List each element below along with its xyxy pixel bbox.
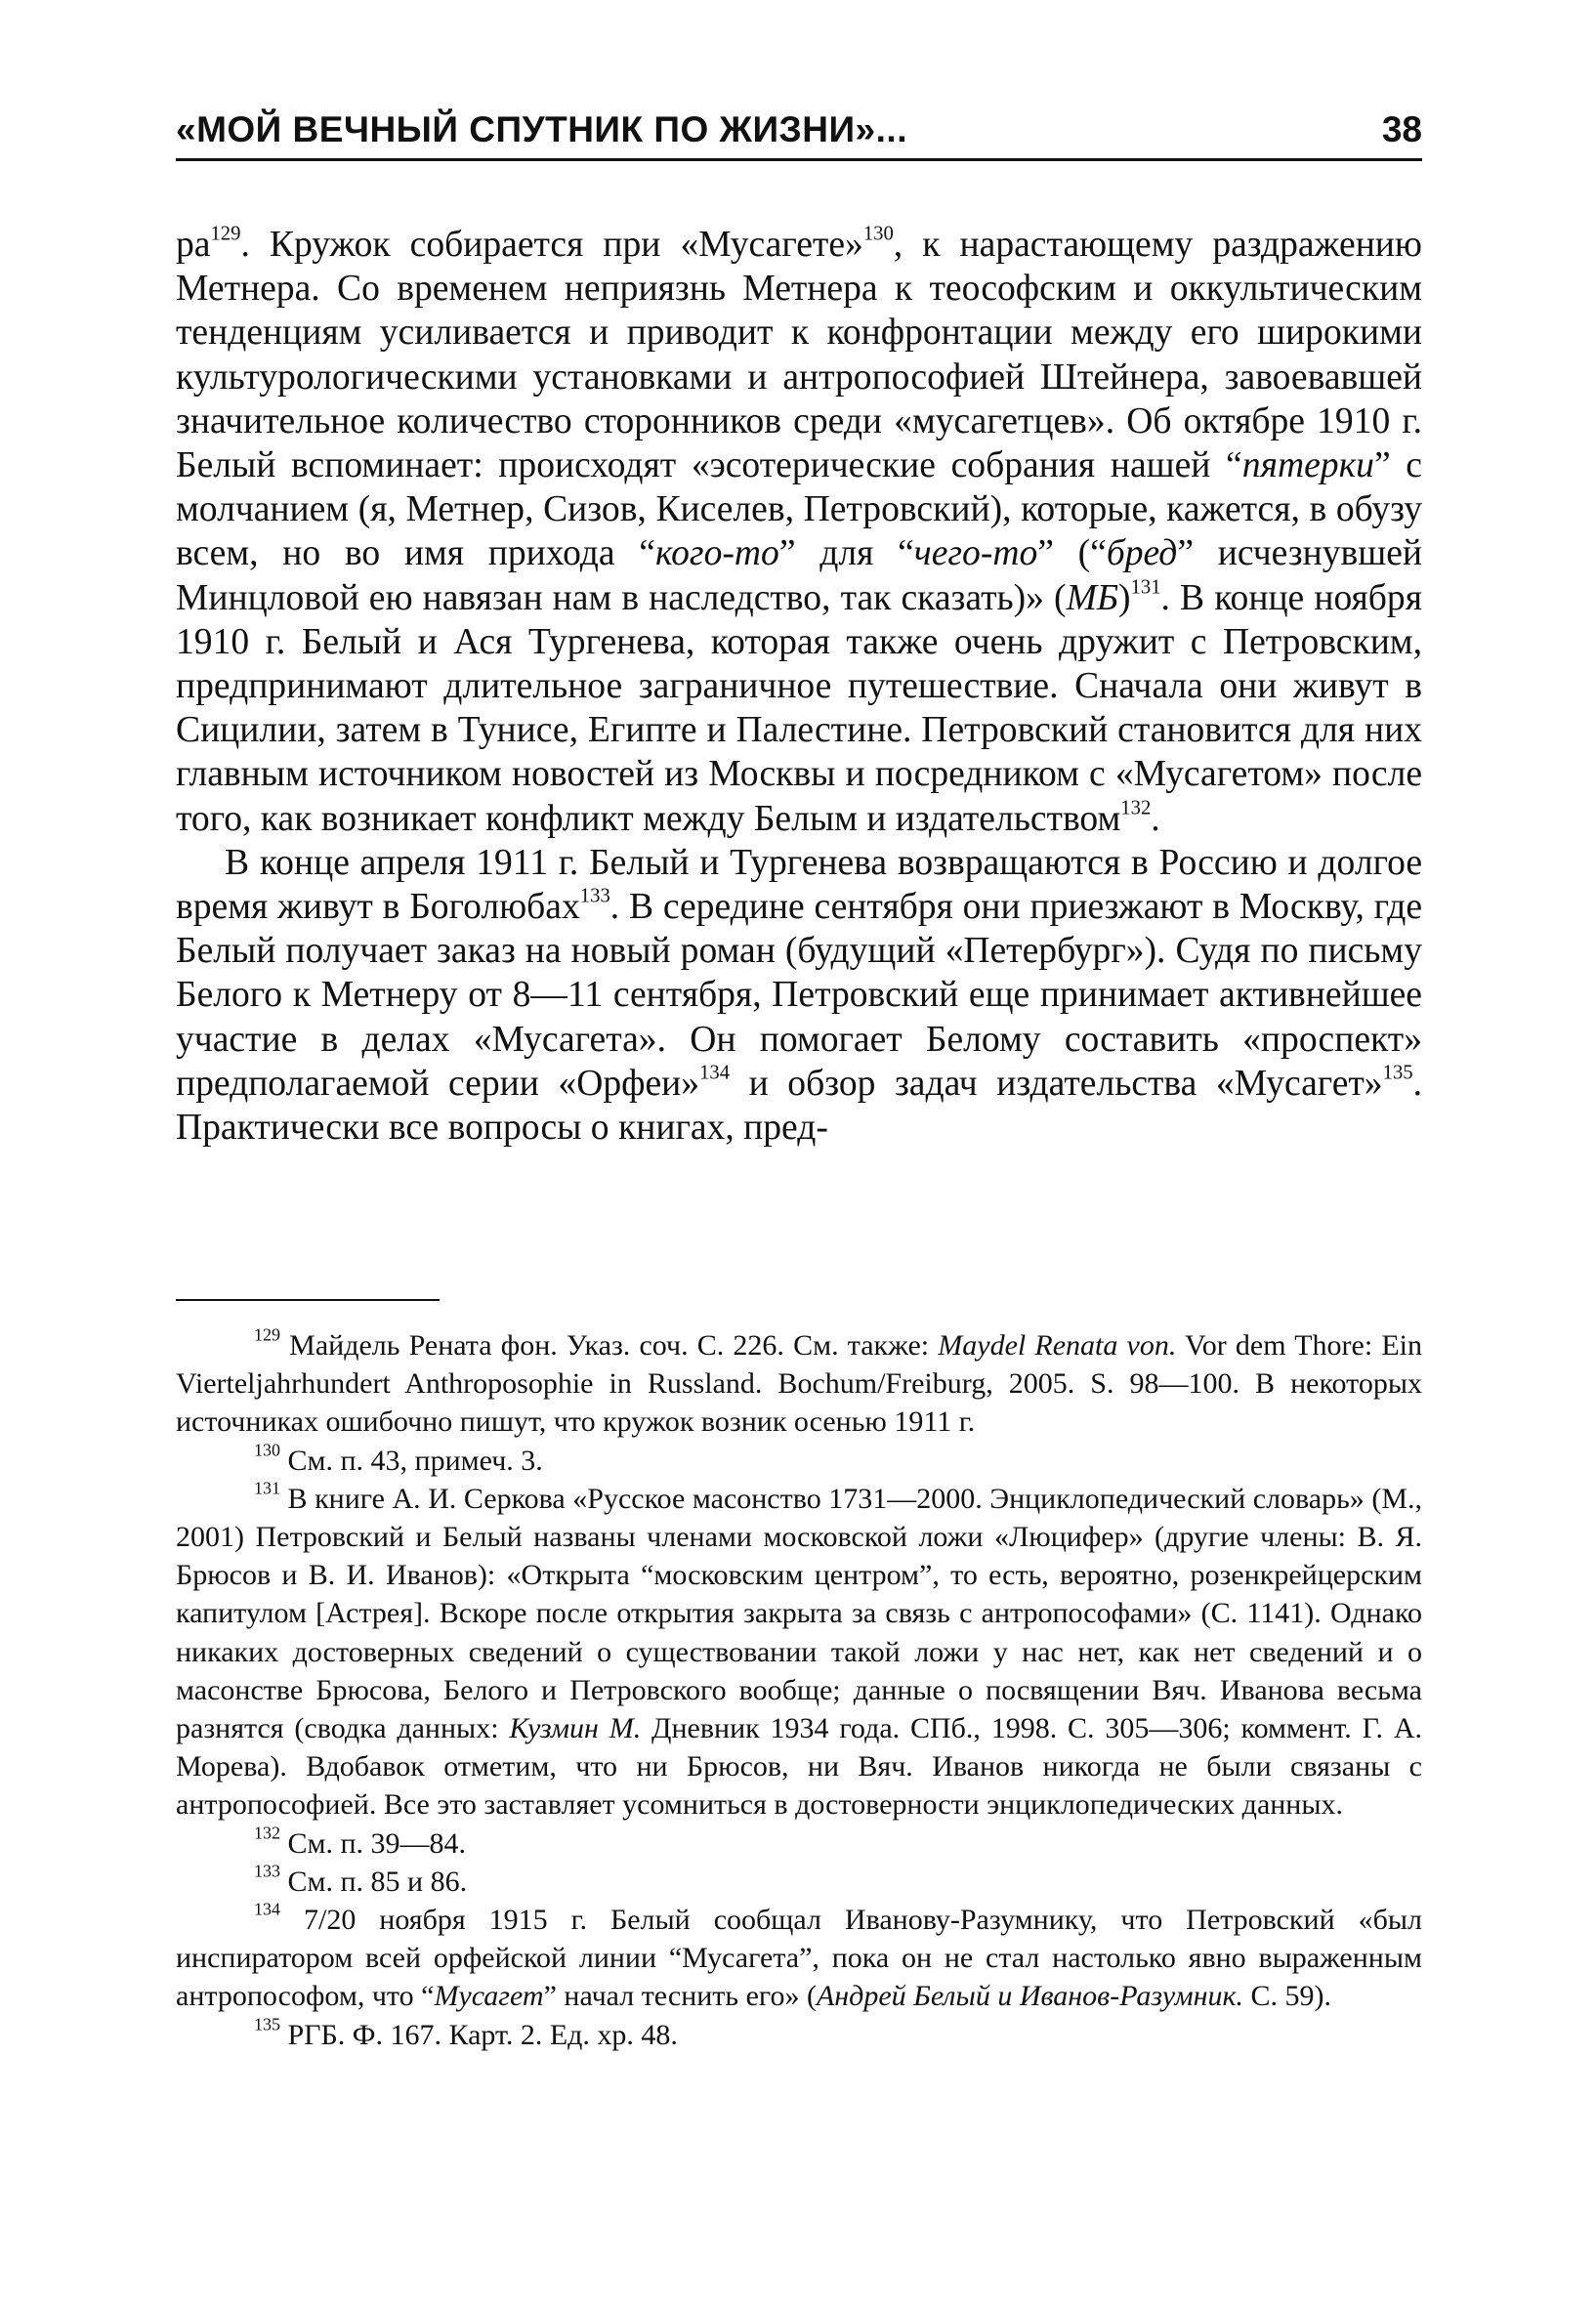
running-title: «МОЙ ВЕЧНЫЙ СПУТНИК ПО ЖИЗНИ»...	[176, 109, 907, 149]
footnote-ref: 129	[210, 223, 241, 245]
paragraph-2: В конце апреля 1911 г. Белый и Тургенева возвращаются в Россию и долгое время живут в Боголюбах$^{133}$. В середине сентября они приезжают в Москву, где Белый получает заказ на новый роман (будущий «Петербург»). Судя по письму Белого к Метнеру от 8—11 сентября, Петровский еще принимает активнейшее участие в делах «Мусагета». Он помогает Белому составить «проспект» предполагаемой серии «Орфеи»$^{134}$ и обзор задач издательства «Мусагет»$^{135}$. Практически все вопросы о книгах, пред-	[176, 842, 1422, 1149]
footnote-132: $^{132}$ См. п. 39—84.	[254, 1823, 467, 1860]
page-number: 38	[1381, 109, 1422, 149]
footnote-ref: 135	[1382, 1062, 1413, 1084]
main-text	[176, 223, 1422, 1150]
footnotes	[176, 1326, 1422, 2054]
paragraph-1: $ра^{129}$. Кружок собирается при «Мусагете»$^{130}$, к нарастающему раздражению Метнера. Со временем неприязнь Метнера к теософским и оккультическим тенденциям усиливается и приводит к конфронтации между его широкими культурологическими установками и антропософией Штейнера, завоевавшей значительное количество сторонников среди «мусагетцев». Об октябре 1910 г. Белый вспоминает: происходят «эсотерические собрания нашей “пятерки” с молчанием (я, Метнер, Сизов, Киселев, Петровский), которые, кажется, в обузу всем, но во имя прихода “кого-то” для “чего-то” (“бред” исчезнувшей Минцловой ею навязан нам в наследство, так сказать)» (МБ)$^{131}$. В конце ноября 1910 г. Белый и Ася Тургенева, которая также очень дружит с Петровским, предпринимают длительное заграничное путешествие. Сначала они живут в Сицилии, затем в Тунисе, Египте и Палестине. Петровский становится для них главным источником новостей из Москвы и посредником с «Мусагетом» после того, как возникает конфликт между Белым и издательством$^{132}$.	[176, 223, 1423, 839]
running-header	[176, 109, 1422, 161]
footnote-ref: 132	[1120, 797, 1152, 819]
footnote-131: $^{131}$ В книге А. И. Серкова «Русское масонство 1731—2000. Энциклопедический словарь» (М., 2001) Петровский и Белый названы членами московской ложи «Люцифер» (другие члены: В. Я. Брюсов и В. И. Иванов): «Открыта “московским центром”, то есть, вероятно, розенкрейцерским капитулом [Астрея]. Вскоре после открытия закрыта за связь с антропософами» (С. 1141). Однако никаких достоверных сведений о существовании такой ложи у нас нет, как нет сведений и о масонстве Брюсова, Белого и Петровского вообще; данные о посвящении Вяч. Иванова весьма разнятся (сводка данных: Кузмин М. Дневник 1934 года. СПб., 1998. С. 305—306; коммент. Г. А. Морева). Вдобавок отметим, что ни Брюсов, ни Вяч. Иванов никогда не были связаны с антропософией. Все это заставляет усомниться в достоверности энциклопедических данных.	[176, 1478, 1422, 1822]
footnote-separator	[176, 1299, 440, 1301]
footnote-ref: 130	[862, 223, 894, 245]
footnote-135: $^{135}$ РГБ. Ф. 167. Карт. 2. Ед. хр. 48.	[254, 2014, 678, 2051]
footnote-ref: 131	[1130, 576, 1161, 599]
footnote-133: $^{133}$ См. п. 85 и 86.	[254, 1861, 468, 1898]
footnote-129: $^{129}$ Майдель Рената фон. Указ. соч. С. 226. См. также: Maydel Renata von. Vor dem Thore: Ein Vierteljahrhundert Anthroposophie in Russland. Bochum/Freiburg, 2005. S. 98—100. В некоторых источниках ошибочно пишут, что кружок возник осенью 1911 г.	[176, 1324, 1422, 1439]
footnote-130: $^{130}$ См. п. 43, примеч. 3.	[254, 1440, 543, 1477]
footnote-ref: 133	[579, 885, 610, 907]
footnote-ref: 134	[699, 1062, 731, 1084]
footnote-134: $^{134}$ 7/20 ноября 1915 г. Белый сообщал Иванову-Разумнику, что Петровский «был инспиратором всей орфейской линии “Мусагета”, пока он не стал настолько явно выраженным антропософом, что “Мусагет” начал теснить его» (Андрей Белый и Иванов-Разумник. С. 59).	[176, 1899, 1422, 2013]
